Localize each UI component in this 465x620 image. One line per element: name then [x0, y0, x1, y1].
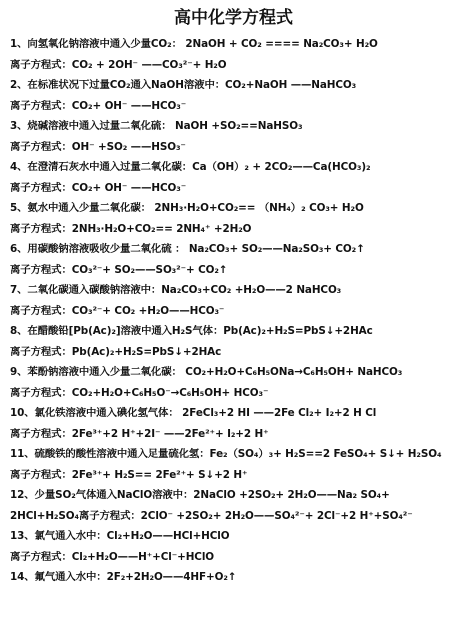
ionic-equation-line-7: 离子方程式：CO₃²⁻+ CO₂ +H₂O——HCO₃⁻: [10, 304, 225, 317]
equation-line-6: 6、用碳酸钠溶液吸收少量二氧化硫 ： Na₂CO₃+ SO₂——Na₂SO₃+ CO₂↑: [10, 243, 365, 255]
page-title: 高中化学方程式: [174, 8, 293, 28]
equation-line-11: 11、硫酸铁的酸性溶液中通入足量硫化氢：Fe₂（SO₄）₃+ H₂S==2 FeSO₄+ S↓+ H₂SO₄: [10, 448, 442, 460]
ionic-equation-line-13: 离子方程式：Cl₂+H₂O——H⁺+Cl⁻+HClO: [10, 550, 215, 563]
ionic-equation-line-6: 离子方程式：CO₃²⁻+ SO₂——SO₃²⁻+ CO₂↑: [10, 263, 228, 276]
equation-line-13: 13、氯气通入水中：Cl₂+H₂O——HCl+HClO: [10, 530, 230, 542]
equation-line-14: 14、氟气通入水中：2F₂+2H₂O——4HF+O₂↑: [10, 571, 237, 583]
equation-line-7: 7、二氧化碳通入碳酸钠溶液中：Na₂CO₃+CO₂ +H₂O——2 NaHCO₃: [10, 284, 342, 296]
ionic-equation-line-1: 离子方程式：CO₂ + 2OH⁻ ——CO₃²⁻+ H₂O: [10, 58, 227, 71]
equation-line-5: 5、氨水中通入少量二氧化碳： 2NH₃·H₂O+CO₂== （NH₄）₂ CO₃+ H₂O: [10, 202, 364, 214]
equation-list: [10, 34, 457, 588]
ionic-equation-line-9: 离子方程式：CO₂+H₂O+C₆H₅O⁻→C₆H₅OH+ HCO₃⁻: [10, 386, 269, 399]
equation-line-3: 3、烧碱溶液中通入过量二氧化硫： NaOH +SO₂==NaHSO₃: [10, 120, 303, 132]
ionic-equation-line-11: 离子方程式：2Fe³⁺+ H₂S== 2Fe²⁺+ S↓+2 H⁺: [10, 468, 248, 481]
equation-line-2: 2、在标准状况下过量CO₂通入NaOH溶液中：CO₂+NaOH ——NaHCO₃: [10, 79, 357, 91]
ionic-equation-line-2: 离子方程式：CO₂+ OH⁻ ——HCO₃⁻: [10, 99, 187, 112]
equation-line-1: 1、向氢氧化钠溶液中通入少量CO₂： 2NaOH + CO₂ ==== Na₂CO₃+ H₂O: [10, 38, 378, 50]
equation-line-4: 4、在澄清石灰水中通入过量二氧化碳：Ca（OH）₂ + 2CO₂——Ca(HCO₃)₂: [10, 161, 371, 173]
ionic-equation-line-5: 离子方程式：2NH₃·H₂O+CO₂== 2NH₄⁺ +2H₂O: [10, 222, 252, 235]
equation-line-12: 12、少量SO₂气体通入NaClO溶液中：2NaClO +2SO₂+ 2H₂O——Na₂ SO₄+: [10, 489, 390, 501]
ionic-equation-line-10: 离子方程式：2Fe³⁺+2 H⁺+2I⁻ ——2Fe²⁺+ I₂+2 H⁺: [10, 427, 269, 440]
ionic-equation-line-12: 2HCl+H₂SO₄离子方程式：2ClO⁻ +2SO₂+ 2H₂O——SO₄²⁻+ 2Cl⁻+2 H⁺+SO₄²⁻: [10, 509, 413, 522]
ionic-equation-line-3: 离子方程式：OH⁻ +SO₂ ——HSO₃⁻: [10, 140, 186, 153]
equation-line-8: 8、在醋酸铅[Pb(Ac)₂]溶液中通入H₂S气体：Pb(Ac)₂+H₂S=PbS↓+2HAc: [10, 325, 373, 337]
equation-line-10: 10、氯化铁溶液中通入碘化氢气体： 2FeCl₃+2 HI ——2Fe Cl₂+ I₂+2 H Cl: [10, 407, 377, 419]
equation-line-9: 9、苯酚钠溶液中通入少量二氧化碳： CO₂+H₂O+C₆H₅ONa→C₆H₅OH+ NaHCO₃: [10, 366, 403, 378]
ionic-equation-line-8: 离子方程式：Pb(Ac)₂+H₂S=PbS↓+2HAc: [10, 345, 222, 358]
ionic-equation-line-4: 离子方程式：CO₂+ OH⁻ ——HCO₃⁻: [10, 181, 187, 194]
